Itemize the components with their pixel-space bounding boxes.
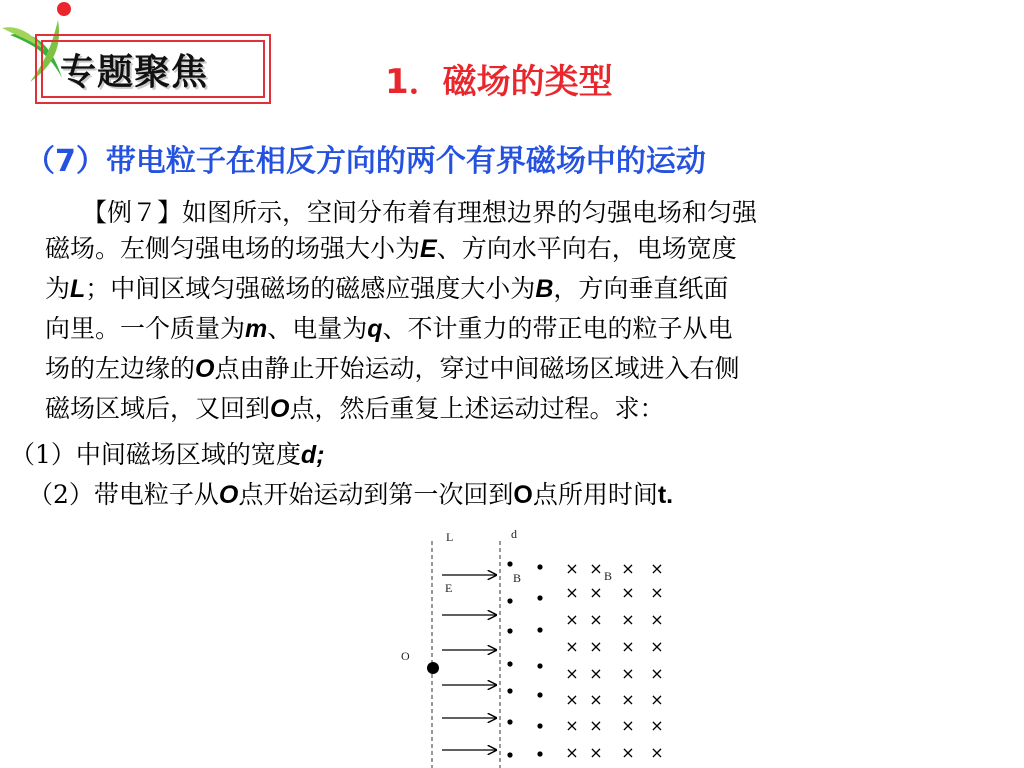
field-cross: × xyxy=(589,690,603,709)
field-cross: × xyxy=(565,559,579,578)
field-cross: × xyxy=(589,743,603,762)
electric-field-arrows xyxy=(442,575,496,750)
field-cross: × xyxy=(589,637,603,656)
field-cross: × xyxy=(565,690,579,709)
field-dot xyxy=(507,598,512,603)
field-dot xyxy=(537,751,542,756)
field-cross: × xyxy=(650,559,664,578)
origin-point xyxy=(427,662,439,674)
question-1: （1）中间磁场区域的宽度d; xyxy=(10,440,325,469)
problem-line-4: 向里。一个质量为m、电量为q、不计重力的带正电的粒子从电 xyxy=(45,314,733,343)
field-cross: × xyxy=(565,664,579,683)
field-cross: × xyxy=(650,637,664,656)
field-cross: × xyxy=(589,716,603,735)
field-cross: × xyxy=(621,637,635,656)
field-cross: × xyxy=(621,559,635,578)
field-dot xyxy=(507,628,512,633)
field-dot xyxy=(537,723,542,728)
field-cross: × xyxy=(650,690,664,709)
field-cross: × xyxy=(589,664,603,683)
field-cross: × xyxy=(621,610,635,629)
field-cross: × xyxy=(565,583,579,602)
field-dot xyxy=(507,719,512,724)
field-dot xyxy=(537,692,542,697)
field-cross: × xyxy=(650,583,664,602)
magnetic-field-in-crosses xyxy=(565,559,663,762)
problem-line-2: 磁场。左侧匀强电场的场强大小为E、方向水平向右，电场宽度 xyxy=(45,234,737,263)
field-dot xyxy=(537,595,542,600)
field-cross: × xyxy=(589,610,603,629)
field-cross: × xyxy=(621,716,635,735)
field-dot xyxy=(507,688,512,693)
magnetic-field-out-dots xyxy=(507,561,542,757)
label-E: E xyxy=(445,581,453,595)
field-cross: × xyxy=(650,743,664,762)
problem-line-1: 【例７】如图所示，空间分布着有理想边界的匀强电场和匀强 xyxy=(82,198,758,227)
field-cross: × xyxy=(589,583,603,602)
problem-line-5: 场的左边缘的O点由静止开始运动，穿过中间磁场区域进入右侧 xyxy=(45,354,740,383)
field-cross: × xyxy=(621,690,635,709)
section-subtitle: （7）带电粒子在相反方向的两个有界磁场中的运动 xyxy=(25,144,706,179)
label-d: d xyxy=(511,527,517,541)
problem-line-3: 为L；中间区域匀强磁场的磁感应强度大小为B，方向垂直纸面 xyxy=(45,274,729,303)
field-cross: × xyxy=(589,559,603,578)
field-cross: × xyxy=(565,637,579,656)
field-cross: × xyxy=(650,664,664,683)
question-2: （2）带电粒子从O点开始运动到第一次回到O点所用时间t. xyxy=(28,480,674,509)
field-cross: × xyxy=(565,716,579,735)
field-cross: × xyxy=(565,743,579,762)
field-dot xyxy=(507,661,512,666)
field-cross: × xyxy=(565,610,579,629)
field-dot xyxy=(537,663,542,668)
field-cross: × xyxy=(621,583,635,602)
label-O: O xyxy=(401,649,410,663)
field-diagram xyxy=(380,525,680,768)
slide-title: 1．磁场的类型 xyxy=(385,62,613,102)
field-dot xyxy=(537,627,542,632)
field-cross: × xyxy=(650,610,664,629)
field-dot xyxy=(507,752,512,757)
topic-badge-label: 专题聚焦 xyxy=(60,52,209,93)
field-cross: × xyxy=(621,743,635,762)
field-cross: × xyxy=(621,664,635,683)
field-dot xyxy=(537,564,542,569)
label-L: L xyxy=(446,530,454,544)
field-dot xyxy=(507,561,512,566)
label-B-right: B xyxy=(604,569,613,583)
label-B-middle: B xyxy=(513,571,522,585)
field-cross: × xyxy=(650,716,664,735)
problem-line-6: 磁场区域后，又回到O点，然后重复上述运动过程。求： xyxy=(45,394,665,423)
